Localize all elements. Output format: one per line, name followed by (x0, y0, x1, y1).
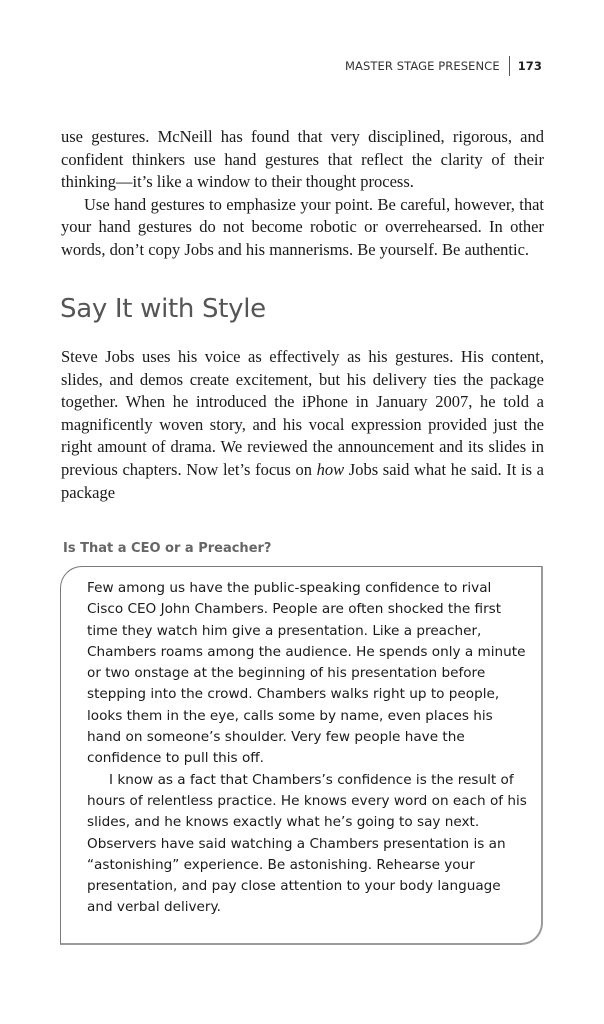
paragraph-text: Jobs said what he said. It is a package (61, 459, 544, 502)
sidebar-paragraph: Few among us have the public-speaking confidence to rival Cisco CEO John Chambers. People are often shocked the first time they watch him give a presentation. Like a preacher, Chambers roams among the audience. He spends only a minute or two onstage at the beginning of his presentation before stepping into the crowd. Chambers walks right up to people, looks them in the eye, calls some by name, even places his hand on someone’s shoulder. Very few people have the confidence to pull this off. (87, 580, 526, 767)
paragraph-text: Steve Jobs uses his voice as effectively as his gestures. His content, slides, and demos create excitement, but his delivery ties the package together. When he introduced the iPhone in January 2007, he told a magnificently woven story, and his vocal expression provided just the right amount of drama. We reviewed the announcement and its slides in previous chapters. Now let’s focus on (61, 347, 544, 479)
section-heading: Say It with Style (60, 294, 266, 324)
header-divider (509, 56, 510, 76)
body-paragraph: Use hand gestures to emphasize your point. Be careful, however, that your hand gestures do not become robotic or overrehearsed. In other words, don’t copy Jobs and his mannerisms. Be yourself. Be authentic. (61, 194, 544, 259)
sidebar-paragraph: I know as a fact that Chambers’s confidence is the result of hours of relentless practice. He knows every word on each of his slides, and he knows exactly what he’s going to say next. Observers have said watching a Chambers presentation is an “astonishing” experience. Be astonishing. Rehearse your presentation, and pay close attention to your body language and verbal delivery. (87, 771, 527, 916)
sidebar-title: Is That a CEO or a Preacher? (63, 541, 272, 556)
chapter-title: MASTER STAGE PRESENCE (344, 59, 500, 73)
body-paragraph (61, 346, 544, 504)
page-number: 173 (517, 59, 542, 73)
body-paragraph: use gestures. McNeill has found that very disciplined, rigorous, and confident thinkers use hand gestures that reflect the clarity of their thinking—it’s like a window to their thought process. (61, 127, 544, 192)
emphasis-text: how (316, 459, 345, 479)
section-body (61, 346, 544, 504)
body-text-continued (61, 126, 544, 262)
running-head (345, 56, 542, 76)
sidebar-content (87, 578, 527, 919)
